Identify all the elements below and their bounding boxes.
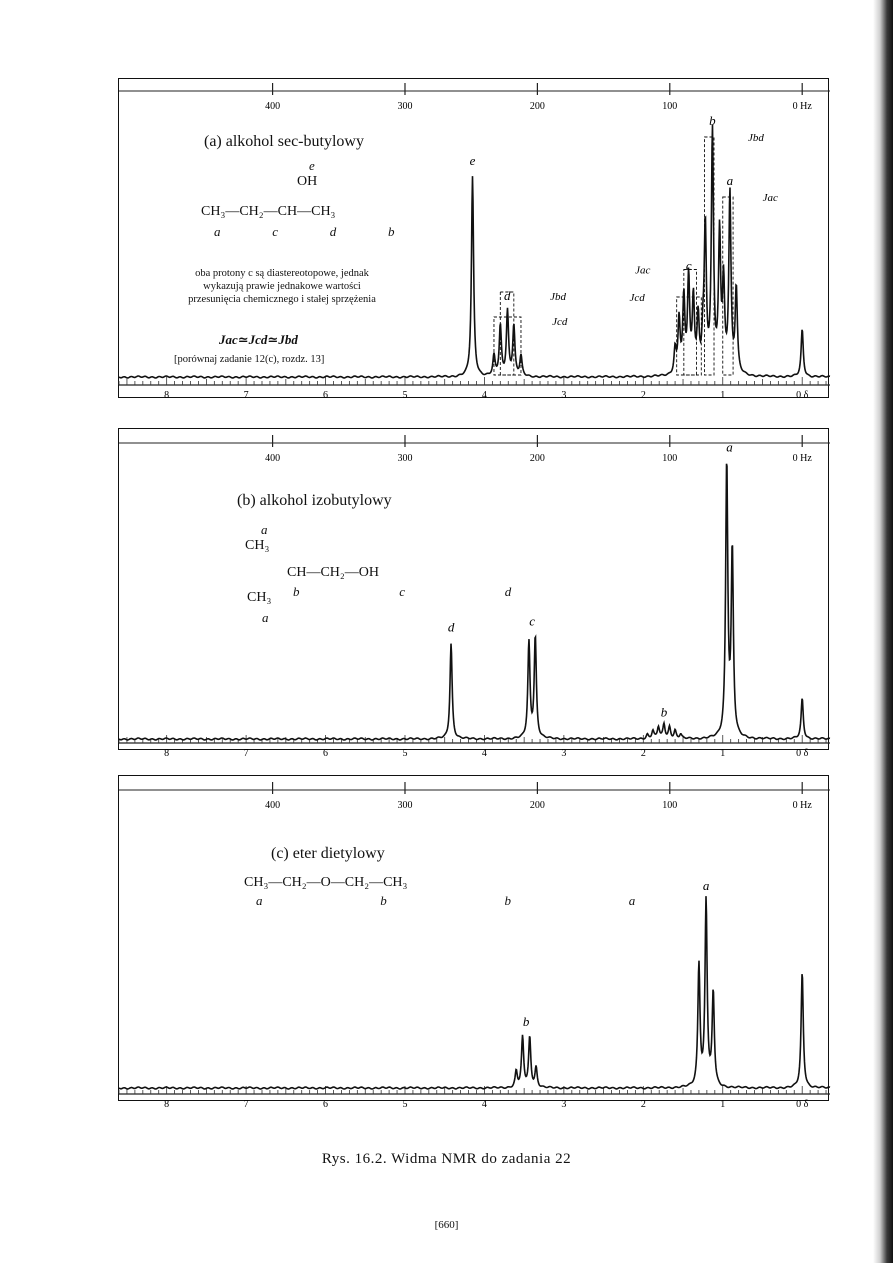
coupling-constant-label: Jbd bbox=[550, 291, 567, 303]
delta-tick-label: 6 bbox=[323, 1099, 329, 1110]
formula-proton-labels: a c d b bbox=[214, 224, 395, 239]
peak-label-d: d bbox=[447, 619, 455, 635]
coupling-constant-label: Jac bbox=[762, 192, 778, 204]
delta-tick-label: 7 bbox=[243, 1099, 249, 1110]
hz-tick-label: 200 bbox=[529, 101, 545, 112]
hz-tick-label: 300 bbox=[397, 800, 413, 811]
panel-title: (b) alkohol izobutylowy bbox=[237, 492, 392, 509]
delta-tick-label: 4 bbox=[481, 390, 487, 401]
delta-tick-label: 7 bbox=[243, 748, 249, 759]
coupling-constant-label: Jcd bbox=[552, 316, 568, 328]
delta-tick-label: 4 bbox=[481, 748, 487, 759]
formula-proton-labels: b c d bbox=[293, 584, 512, 599]
formula-oh: OH bbox=[297, 174, 318, 189]
delta-tick-label: 8 bbox=[164, 1099, 170, 1110]
delta-tick-label: 2 bbox=[640, 1099, 646, 1110]
delta-tick-label: 3 bbox=[561, 1099, 567, 1110]
hz-tick-label: 300 bbox=[397, 101, 413, 112]
delta-tick-label: 0 δ bbox=[796, 748, 809, 759]
spectrum-panel-sec-butyl-alcohol bbox=[118, 78, 829, 401]
delta-tick-label: 6 bbox=[323, 748, 329, 759]
delta-tick-label: 3 bbox=[561, 748, 567, 759]
delta-tick-label: 0 δ bbox=[796, 390, 809, 401]
peak-label-b: b bbox=[709, 113, 716, 128]
scan-page-edge bbox=[873, 0, 893, 1263]
peak-label-b: b bbox=[660, 704, 668, 720]
formula-proton-labels: a b b a bbox=[256, 893, 636, 908]
spectrum-panel-diethyl-ether bbox=[118, 775, 829, 1110]
peak-label-b: b bbox=[522, 1014, 530, 1029]
delta-tick-label: 0 δ bbox=[796, 1099, 809, 1110]
coupling-constant-label: Jbd bbox=[747, 132, 764, 144]
page-number: [660] bbox=[434, 1219, 459, 1231]
formula-label-a-bottom: a bbox=[262, 610, 269, 625]
nmr-trace bbox=[119, 893, 830, 1089]
coupling-relation: Jac≃Jcd≃Jbd bbox=[219, 332, 298, 347]
figure-caption: Rys. 16.2. Widma NMR do zadania 22 bbox=[321, 1151, 572, 1167]
hz-tick-label: 0 Hz bbox=[792, 453, 812, 464]
hz-tick-label: 100 bbox=[662, 453, 678, 464]
delta-tick-label: 8 bbox=[164, 390, 170, 401]
panel-title: (a) alkohol sec-butylowy bbox=[204, 133, 364, 150]
hz-tick-label: 100 bbox=[662, 101, 678, 112]
delta-tick-label: 5 bbox=[402, 748, 408, 759]
hz-tick-label: 100 bbox=[662, 800, 678, 811]
hz-tick-label: 400 bbox=[265, 453, 281, 464]
formula-main-chain: CH₃—CH₂—CH—CH₃ bbox=[201, 204, 336, 219]
peak-label-c: c bbox=[685, 258, 692, 273]
delta-tick-label: 4 bbox=[481, 1099, 487, 1110]
hz-tick-label: 0 Hz bbox=[792, 800, 812, 811]
diastereotopic-note: oba protony c są diastereotopowe, jednak wykazują prawie jednakowe wartości przesunięcia chemicznego i stałej sprzężenia bbox=[188, 268, 376, 306]
peak-label-a: a bbox=[726, 439, 733, 455]
delta-tick-label: 2 bbox=[640, 748, 646, 759]
delta-tick-label: 2 bbox=[640, 390, 646, 401]
coupling-constant-label: Jac bbox=[635, 264, 651, 277]
nmr-trace bbox=[119, 464, 830, 740]
hz-tick-label: 300 bbox=[397, 453, 413, 464]
reference-note: [porównaj zadanie 12(c), rozdz. 13] bbox=[174, 354, 325, 365]
peak-label-d: d bbox=[504, 288, 511, 303]
formula-ch3-top: CH₃ bbox=[245, 538, 270, 553]
hz-tick-label: 400 bbox=[265, 800, 281, 811]
delta-tick-label: 7 bbox=[243, 390, 249, 401]
peak-label-c: c bbox=[529, 613, 535, 629]
delta-tick-label: 5 bbox=[402, 390, 408, 401]
spectrum-panel-isobutyl-alcohol bbox=[118, 428, 829, 759]
spectrum-plot-a bbox=[119, 79, 830, 399]
delta-tick-label: 5 bbox=[402, 1099, 408, 1110]
formula-main-chain: CH₃—CH₂—O—CH₂—CH₃ bbox=[244, 875, 408, 890]
hz-tick-label: 0 Hz bbox=[792, 101, 812, 112]
peak-label-e: e bbox=[469, 153, 476, 168]
delta-tick-label: 1 bbox=[720, 390, 726, 401]
delta-tick-label: 1 bbox=[720, 1099, 726, 1110]
delta-tick-label: 6 bbox=[323, 390, 329, 401]
panel-title: (c) eter dietylowy bbox=[271, 845, 385, 862]
delta-tick-label: 3 bbox=[561, 390, 567, 401]
formula-label-a-top: a bbox=[261, 522, 268, 537]
formula-label-e: e bbox=[309, 158, 315, 173]
delta-tick-label: 8 bbox=[164, 748, 170, 759]
formula-ch3-bottom: CH₃ bbox=[247, 590, 272, 605]
hz-tick-label: 400 bbox=[265, 101, 281, 112]
coupling-constant-label: Jcd bbox=[629, 292, 645, 304]
hz-tick-label: 200 bbox=[529, 800, 545, 811]
peak-label-a: a bbox=[726, 173, 734, 188]
peak-label-a: a bbox=[702, 878, 710, 893]
formula-main-chain: CH—CH₂—OH bbox=[287, 565, 379, 580]
hz-tick-label: 200 bbox=[529, 453, 545, 464]
spectrum-plot-c bbox=[119, 776, 830, 1110]
delta-tick-label: 1 bbox=[720, 748, 726, 759]
